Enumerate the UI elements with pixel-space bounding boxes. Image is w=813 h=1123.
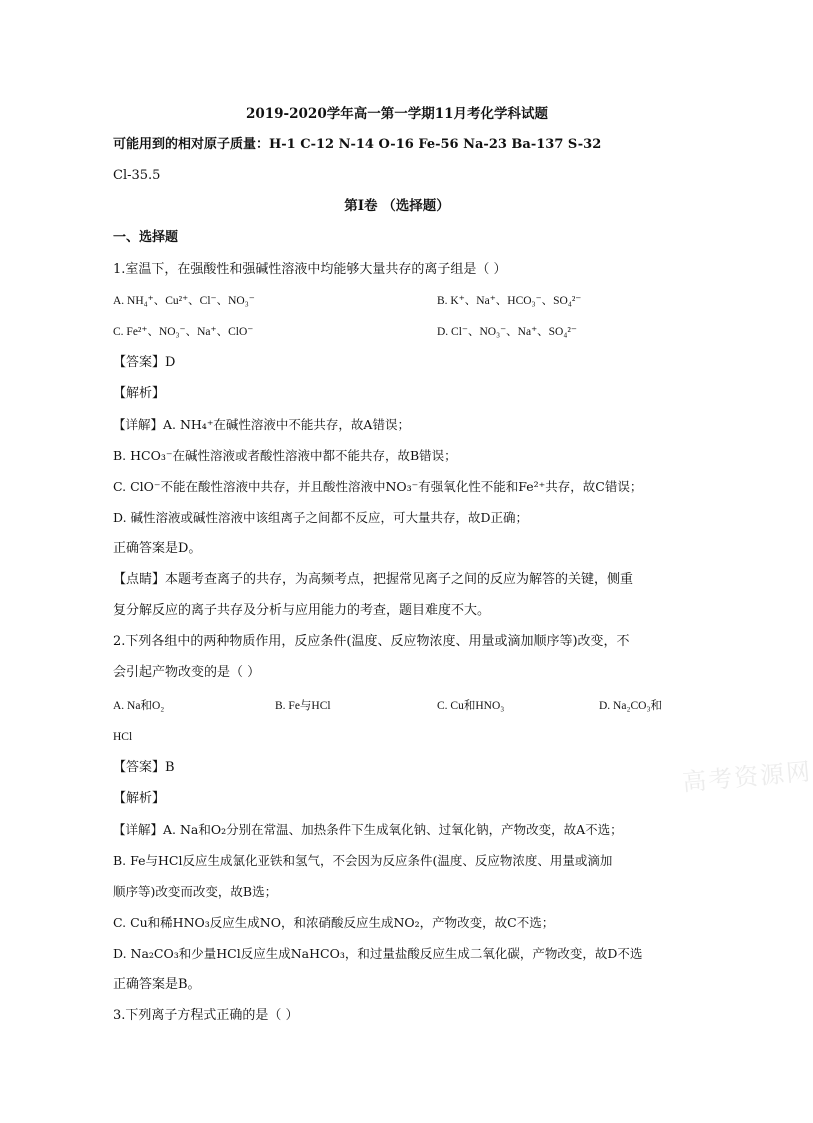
q1-answer: 【答案】D — [113, 355, 176, 370]
q2-option-d-cont: HCl — [113, 731, 133, 743]
q1-analysis-heading: 【解析】 — [113, 386, 166, 401]
question-2-stem-line1: 2.下列各组中的两种物质作用，反应条件(温度、反应物浓度、用量或滴加顺序等)改变，不 — [113, 634, 630, 649]
q2-option-c: C. Cu和HNO₃ — [437, 700, 505, 712]
q1-detail-c: C. ClO⁻不能在酸性溶液中共存，并且酸性溶液中NO₃⁻有强氧化性不能和Fe²⁺共存，故C错误； — [113, 479, 643, 494]
q2-detail-c: C. Cu和稀HNO₃反应生成NO，和浓硝酸反应生成NO₂，产物改变，故C不选； — [113, 915, 555, 930]
q1-detail-d: D. 碱性溶液或碱性溶液中该组离子之间都不反应，可大量共存，故D正确； — [113, 510, 529, 525]
q1-point-line1: 【点睛】本题考查离子的共存，为高频考点，把握常见离子之间的反应为解答的关键，侧重 — [113, 572, 634, 587]
question-3-stem: 3.下列离子方程式正确的是（ ） — [113, 1008, 299, 1023]
q2-detail-d: D. Na₂CO₃和少量HCl反应生成NaHCO₃，和过量盐酸反应生成二氧化碳，产物改变，故D不选 — [113, 946, 643, 961]
q1-option-b: B. K⁺、Na⁺、HCO₃⁻、SO₄²⁻ — [437, 295, 582, 307]
question-2-stem-line2: 会引起产物改变的是（ ） — [113, 665, 261, 680]
q2-analysis-heading: 【解析】 — [113, 791, 166, 806]
q1-detail-a: 【详解】A. NH₄⁺在碱性溶液中不能共存，故A错误； — [113, 417, 410, 432]
q1-option-c: C. Fe²⁺、NO₃⁻、Na⁺、ClO⁻ — [113, 326, 254, 338]
q2-option-a: A. Na和O₂ — [113, 700, 165, 712]
question-1-stem: 1.室温下，在强酸性和强碱性溶液中均能够大量共存的离子组是（ ） — [113, 262, 507, 277]
part-heading: 一、选择题 — [113, 230, 179, 245]
q1-point-line2: 复分解反应的离子共存及分析与应用能力的考查，题目难度不大。 — [113, 603, 491, 618]
atomic-mass-line: 可能用到的相对原子质量：H-1 C-12 N-14 O-16 Fe-56 Na-23 Ba-137 S-32 — [113, 137, 602, 152]
q1-option-a: A. NH₄⁺、Cu²⁺、Cl⁻、NO₃⁻ — [113, 295, 255, 307]
q1-conclusion: 正确答案是D。 — [113, 541, 202, 556]
q1-option-d: D. Cl⁻、NO₃⁻、Na⁺、SO₄²⁻ — [437, 326, 577, 338]
q2-detail-a: 【详解】A. Na和O₂分别在常温、加热条件下生成氧化钠、过氧化钠，产物改变，故A不选； — [113, 822, 623, 837]
watermark: 高考资源网 — [681, 757, 813, 797]
q2-detail-b-line1: B. Fe与HCl反应生成氯化亚铁和氢气，不会因为反应条件(温度、反应物浓度、用量或滴加 — [113, 853, 613, 868]
q2-answer: 【答案】B — [113, 760, 175, 775]
q2-option-d: D. Na₂CO₃和 — [599, 700, 662, 712]
q2-conclusion: 正确答案是B。 — [113, 977, 201, 992]
q1-detail-b: B. HCO₃⁻在碱性溶液或者酸性溶液中都不能共存，故B错误； — [113, 448, 457, 463]
q2-option-b: B. Fe与HCl — [275, 700, 331, 712]
section-title: 第Ⅰ卷 （选择题） — [344, 198, 450, 214]
atomic-mass-line-cont: Cl-35.5 — [113, 168, 161, 183]
q2-detail-b-line2: 顺序等)改变而改变，故B选； — [113, 884, 278, 899]
document-title: 2019-2020学年高一第一学期11月考化学科试题 — [245, 106, 549, 122]
